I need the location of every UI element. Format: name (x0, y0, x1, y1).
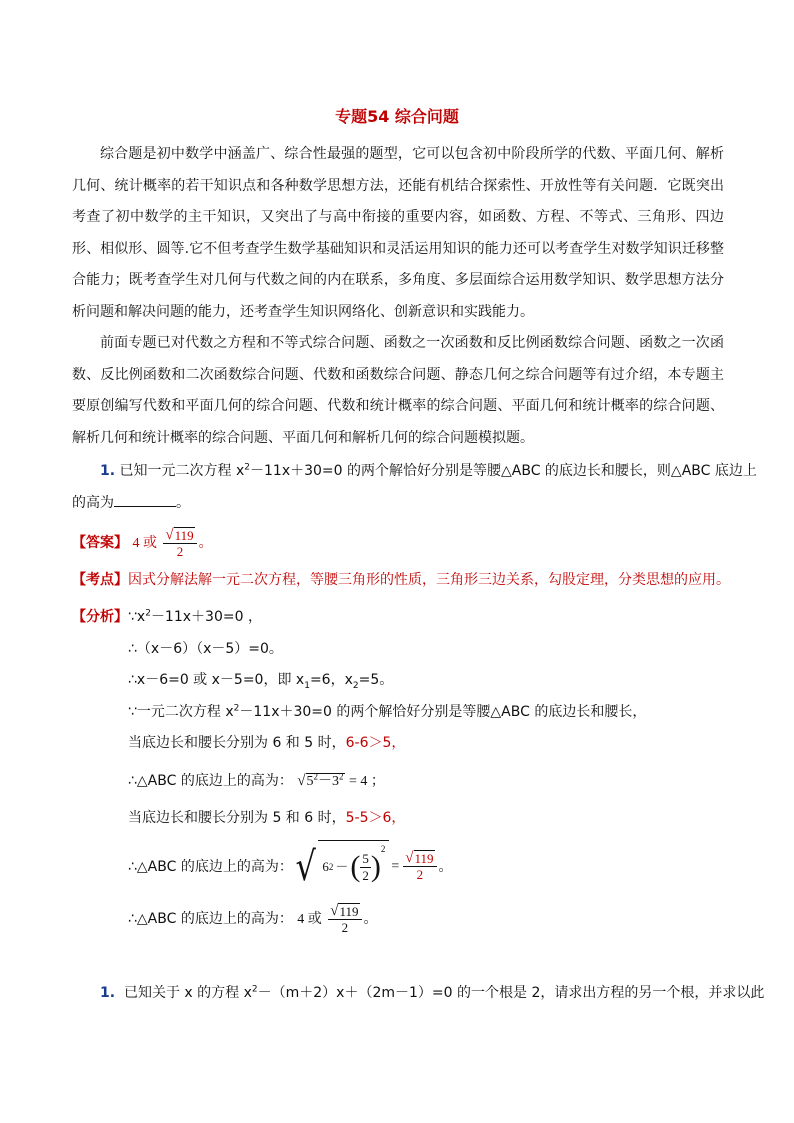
question-1-text-cont: －11x＋30=0 的两个解恰好分别是等腰△ABC 的底边长和腰长，则△ABC 底边上 (250, 463, 757, 479)
analysis-end: 。 (363, 911, 378, 927)
analysis-line-8 (128, 840, 453, 893)
analysis-text: －11x＋30=0 的两个解恰好分别是等腰△ABC 的底边长和腰长， (239, 704, 647, 720)
subscript: 1 (304, 680, 310, 691)
final-denominator: 2 (341, 919, 349, 935)
question-2-text-cont: －（m＋2）x＋（2m－1）=0 的一个根是 2，请求出方程的另一个根，并求以此 (257, 985, 765, 1001)
question-2-text: 已知关于 x 的方程 x (123, 985, 252, 1001)
answer-denominator: 2 (176, 543, 184, 559)
question-1-text: 已知一元二次方程 x (119, 463, 245, 479)
question-2-number: 1. (100, 985, 116, 1001)
radical-expression: √ $5^2-3^2$ (297, 771, 344, 789)
answer-blank (114, 493, 176, 507)
analysis-text: －11x＋30=0 ， (150, 609, 262, 625)
analysis-result: = 4 ； (348, 774, 385, 789)
analysis-line-3 (128, 670, 393, 690)
final-fraction: √ 119 2 (328, 903, 361, 936)
exponent: 2 (244, 462, 250, 473)
question-1-prompt: 的高为 (72, 495, 114, 511)
page-title: 专题54 综合问题 (335, 107, 459, 126)
fraction-denominator: 2 (362, 867, 369, 883)
analysis-line-4: ∵一元二次方程 $x^2-11x+30=0$ 的两个解恰好分别是等腰△ABC 的底边长和腰长， (128, 703, 647, 720)
analysis-text: ∴x－6=0 或 x－5=0，即 x (128, 672, 305, 688)
question-1-end: 。 (176, 495, 190, 511)
analysis-text: 当底边长和腰长分别为 5 和 6 时， (128, 810, 346, 826)
analysis-end: 。 (438, 858, 453, 875)
exponent: 2 (251, 984, 258, 995)
result-fraction: √ 119 2 (403, 850, 436, 883)
analysis-line-5 (128, 733, 405, 753)
result-radicand: 119 (414, 851, 434, 866)
analysis-text: ∴△ABC 的底边上的高为： (128, 911, 293, 927)
subscript: 2 (352, 680, 359, 691)
fraction-numerator: 5 (362, 850, 369, 866)
final-radicand: 119 (339, 903, 359, 919)
answer-line (72, 525, 213, 562)
radicand-part: 5 (306, 774, 314, 789)
analysis-line-2: ∴（x－6）（x－5）=0。 (128, 641, 283, 657)
analysis-line-1: 【分析】$\because x^2-11x+30=0$ ， (72, 608, 262, 625)
analysis-inequality: 6-6＞5， (345, 735, 406, 751)
analysis-line-9 (128, 900, 378, 939)
radicand-part: 6 (322, 859, 329, 874)
minus-sign: － (335, 859, 349, 874)
answer-radicand: 119 (174, 527, 194, 543)
answer-value: 4 或 (132, 536, 157, 551)
equals-sign: = (391, 858, 400, 874)
kaodian-label: 【考点】 (72, 572, 128, 588)
analysis-result: 4 或 (297, 912, 322, 927)
analysis-text: =6，x (309, 672, 353, 688)
analysis-text: ∵一元二次方程 x (128, 704, 234, 720)
result-denominator: 2 (416, 867, 424, 882)
kaodian-text: 因式分解法解一元二次方程，等腰三角形的性质，三角形三边关系，勾股定理，分类思想的应用。 (128, 572, 730, 588)
analysis-text: ∵x (128, 609, 146, 625)
analysis-text: 当底边长和腰长分别为 6 和 5 时， (128, 735, 346, 751)
big-radical-expression: √ 6 2 － ( $\frac{5}{2}$ ) 2 (293, 840, 390, 893)
question-2-line-1 (100, 983, 764, 1003)
analysis-text: =5。 (358, 672, 394, 688)
kaodian-line (72, 570, 730, 590)
answer-end: 。 (198, 535, 213, 551)
analysis-text: ∴△ABC 的底边上的高为： (128, 773, 293, 789)
answer-label: 【答案】 (72, 535, 128, 551)
radicand-part: －3 (318, 774, 340, 789)
answer-fraction: √ 119 2 (163, 527, 196, 560)
question-1-line-2 (72, 493, 190, 513)
analysis-text: ∴△ABC 的底边上的高为： (128, 858, 293, 875)
analysis-label: 【分析】 (72, 609, 128, 625)
intro-paragraph-1: 综合题是初中数学中涵盖广、综合性最强的题型，它可以包含初中阶段所学的代数、平面几何、解析几何、统计概率的若干知识点和各种数学思想方法，还能有机结合探索性、开放性等有关问题．它既突出考查了初中数学的主干知识，又突出了与高中衔接的重要内容，如函数、方程、不等式、三角形、四边形、相似形、圆等.它不但考查学生数学基础知识和灵活运用知识的能力还可以考查学生对数学知识迁移整合能力；既考查学生对几何与代数之间的内在联系，多角度、多层面综合运用数学知识、数学思想方法分析问题和解决问题的能力，还考查学生知识网络化、创新意识和实践能力。 (72, 146, 724, 320)
question-1-number: 1. (100, 463, 116, 479)
analysis-line-7 (128, 808, 405, 828)
question-1-line-1 (100, 461, 757, 481)
intro-paragraph-2: 前面专题已对代数之方程和不等式综合问题、函数之一次函数和反比例函数综合问题、函数之一次函数、反比例函数和二次函数综合问题、代数和函数综合问题、静态几何之综合问题等有过介绍，本专题主要原创编写代数和平面几何的综合问题、代数和统计概率的综合问题、平面几何和统计概率的综合问题、解析几何和统计概率的综合问题、平面几何和解析几何的综合问题模拟题。 (72, 335, 724, 446)
analysis-inequality: 5-5＞6， (345, 810, 406, 826)
analysis-line-6 (128, 768, 385, 795)
